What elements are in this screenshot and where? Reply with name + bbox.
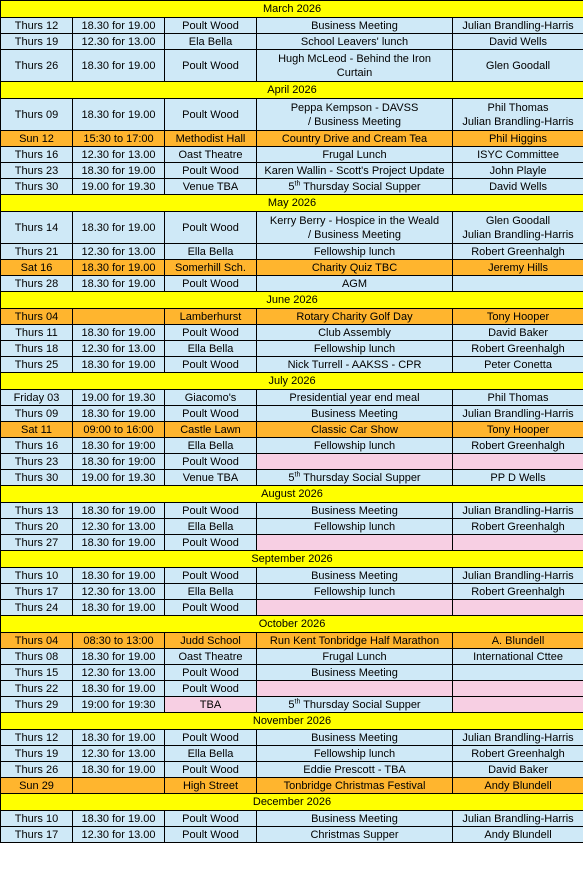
event-contact-cell: Andy Blundell bbox=[453, 778, 583, 794]
event-time-cell: 18.30 for 19.00 bbox=[73, 535, 165, 551]
event-event-cell: Classic Car Show bbox=[257, 422, 453, 438]
event-row bbox=[1, 778, 583, 794]
event-contact-cell: ISYC Committee bbox=[453, 147, 583, 163]
event-date-cell: Thurs 15 bbox=[1, 665, 73, 681]
event-date-cell: Thurs 24 bbox=[1, 600, 73, 616]
event-time-cell: 18.30 for 19.00 bbox=[73, 212, 165, 244]
event-event-cell: Fellowship lunch bbox=[257, 341, 453, 357]
event-time-cell: 18.30 for 19.00 bbox=[73, 99, 165, 131]
event-contact-cell: Robert Greenhalgh bbox=[453, 438, 583, 454]
event-time-cell: 18.30 for 19.00 bbox=[73, 811, 165, 827]
event-date-cell: Sun 12 bbox=[1, 131, 73, 147]
event-date-cell: Thurs 14 bbox=[1, 212, 73, 244]
month-title: May 2026 bbox=[1, 195, 583, 212]
event-contact-cell: Tony Hooper bbox=[453, 422, 583, 438]
event-contact-cell bbox=[453, 276, 583, 292]
event-row bbox=[1, 422, 583, 438]
event-venue-cell: Poult Wood bbox=[165, 681, 257, 697]
event-row bbox=[1, 470, 583, 486]
event-contact-cell bbox=[453, 535, 583, 551]
event-time-cell: 18.30 for 19:00 bbox=[73, 454, 165, 470]
event-event-cell: Fellowship lunch bbox=[257, 519, 453, 535]
event-event-cell: Hugh McLeod - Behind the Iron Curtain bbox=[257, 50, 453, 82]
event-row bbox=[1, 649, 583, 665]
event-date-cell: Thurs 27 bbox=[1, 535, 73, 551]
month-header-row bbox=[1, 1, 583, 18]
event-date-cell: Thurs 10 bbox=[1, 811, 73, 827]
event-contact-cell: Julian Brandling-Harris bbox=[453, 18, 583, 34]
event-contact-cell: PP D Wells bbox=[453, 470, 583, 486]
event-event-cell: Business Meeting bbox=[257, 730, 453, 746]
event-venue-cell: Poult Wood bbox=[165, 163, 257, 179]
event-row bbox=[1, 454, 583, 470]
event-contact-cell: Julian Brandling-Harris bbox=[453, 568, 583, 584]
event-time-cell: 12.30 for 13.00 bbox=[73, 665, 165, 681]
event-venue-cell: Castle Lawn bbox=[165, 422, 257, 438]
event-event-cell: 5th Thursday Social Supper bbox=[257, 179, 453, 195]
event-contact-cell: A. Blundell bbox=[453, 633, 583, 649]
event-date-cell: Sat 11 bbox=[1, 422, 73, 438]
event-venue-cell: Poult Wood bbox=[165, 762, 257, 778]
event-time-cell bbox=[73, 778, 165, 794]
event-venue-cell: Poult Wood bbox=[165, 730, 257, 746]
event-date-cell: Thurs 16 bbox=[1, 438, 73, 454]
event-venue-cell: Ella Bella bbox=[165, 341, 257, 357]
event-date-cell: Thurs 09 bbox=[1, 406, 73, 422]
event-date-cell: Thurs 22 bbox=[1, 681, 73, 697]
event-date-cell: Thurs 29 bbox=[1, 697, 73, 713]
event-contact-cell: Julian Brandling-Harris bbox=[453, 730, 583, 746]
event-contact-cell: David Baker bbox=[453, 325, 583, 341]
event-time-cell: 12.30 for 13.00 bbox=[73, 244, 165, 260]
event-venue-cell: Poult Wood bbox=[165, 535, 257, 551]
event-event-cell: School Leavers' lunch bbox=[257, 34, 453, 50]
event-time-cell: 12.30 for 13.00 bbox=[73, 584, 165, 600]
month-header-row bbox=[1, 195, 583, 212]
event-venue-cell: Ella Bella bbox=[165, 584, 257, 600]
event-date-cell: Sun 29 bbox=[1, 778, 73, 794]
event-date-cell: Thurs 23 bbox=[1, 163, 73, 179]
event-row bbox=[1, 600, 583, 616]
event-time-cell: 12.30 for 13.00 bbox=[73, 341, 165, 357]
event-time-cell: 18.30 for 19.00 bbox=[73, 503, 165, 519]
event-contact-cell: Julian Brandling-Harris bbox=[453, 811, 583, 827]
event-event-cell bbox=[257, 535, 453, 551]
month-title: March 2026 bbox=[1, 1, 583, 18]
event-row bbox=[1, 827, 583, 843]
event-event-cell: Business Meeting bbox=[257, 811, 453, 827]
month-title: July 2026 bbox=[1, 373, 583, 390]
event-time-cell: 18.30 for 19.00 bbox=[73, 600, 165, 616]
event-time-cell: 18.30 for 19.00 bbox=[73, 50, 165, 82]
event-venue-cell: Poult Wood bbox=[165, 406, 257, 422]
event-event-cell: Fellowship lunch bbox=[257, 438, 453, 454]
event-row bbox=[1, 390, 583, 406]
event-venue-cell: Poult Wood bbox=[165, 50, 257, 82]
event-date-cell: Thurs 30 bbox=[1, 179, 73, 195]
event-time-cell: 18.30 for 19.00 bbox=[73, 568, 165, 584]
event-contact-cell: Jeremy Hills bbox=[453, 260, 583, 276]
event-date-cell: Thurs 17 bbox=[1, 827, 73, 843]
event-row bbox=[1, 50, 583, 82]
event-event-cell: Christmas Supper bbox=[257, 827, 453, 843]
event-event-cell: Fellowship lunch bbox=[257, 746, 453, 762]
event-contact-cell: Robert Greenhalgh bbox=[453, 584, 583, 600]
month-header-row bbox=[1, 616, 583, 633]
event-time-cell: 19:00 for 19:30 bbox=[73, 697, 165, 713]
event-contact-cell: International Cttee bbox=[453, 649, 583, 665]
event-date-cell: Thurs 26 bbox=[1, 762, 73, 778]
event-row bbox=[1, 357, 583, 373]
event-contact-cell: David Baker bbox=[453, 762, 583, 778]
event-contact-cell: Phil Higgins bbox=[453, 131, 583, 147]
event-venue-cell: Poult Wood bbox=[165, 503, 257, 519]
event-row bbox=[1, 163, 583, 179]
event-date-cell: Thurs 12 bbox=[1, 18, 73, 34]
event-time-cell: 18.30 for 19.00 bbox=[73, 357, 165, 373]
event-date-cell: Thurs 19 bbox=[1, 746, 73, 762]
event-time-cell: 19.00 for 19.30 bbox=[73, 470, 165, 486]
event-contact-cell: John Playle bbox=[453, 163, 583, 179]
event-event-cell: Frugal Lunch bbox=[257, 147, 453, 163]
event-contact-cell: Robert Greenhalgh bbox=[453, 519, 583, 535]
event-venue-cell: Venue TBA bbox=[165, 179, 257, 195]
event-row bbox=[1, 179, 583, 195]
event-venue-cell: Giacomo's bbox=[165, 390, 257, 406]
event-time-cell: 15:30 to 17:00 bbox=[73, 131, 165, 147]
event-row bbox=[1, 212, 583, 244]
event-row bbox=[1, 665, 583, 681]
event-venue-cell: Poult Wood bbox=[165, 454, 257, 470]
event-event-cell: Business Meeting bbox=[257, 503, 453, 519]
event-event-cell: Eddie Prescott - TBA bbox=[257, 762, 453, 778]
month-header-row bbox=[1, 794, 583, 811]
event-time-cell: 18.30 for 19.00 bbox=[73, 18, 165, 34]
event-row bbox=[1, 811, 583, 827]
event-date-cell: Thurs 12 bbox=[1, 730, 73, 746]
event-venue-cell: Poult Wood bbox=[165, 212, 257, 244]
event-event-cell: Fellowship lunch bbox=[257, 244, 453, 260]
event-venue-cell: Poult Wood bbox=[165, 18, 257, 34]
event-venue-cell: Ella Bella bbox=[165, 244, 257, 260]
event-row bbox=[1, 535, 583, 551]
event-date-cell: Thurs 09 bbox=[1, 99, 73, 131]
event-venue-cell: TBA bbox=[165, 697, 257, 713]
event-venue-cell: Methodist Hall bbox=[165, 131, 257, 147]
event-date-cell: Thurs 28 bbox=[1, 276, 73, 292]
event-contact-cell bbox=[453, 665, 583, 681]
event-row bbox=[1, 18, 583, 34]
event-row bbox=[1, 633, 583, 649]
event-event-cell: Kerry Berry - Hospice in the Weald / Business Meeting bbox=[257, 212, 453, 244]
event-venue-cell: Somerhill Sch. bbox=[165, 260, 257, 276]
month-title: June 2026 bbox=[1, 292, 583, 309]
month-title: December 2026 bbox=[1, 794, 583, 811]
event-time-cell: 18.30 for 19.00 bbox=[73, 276, 165, 292]
month-title: April 2026 bbox=[1, 82, 583, 99]
month-title: November 2026 bbox=[1, 713, 583, 730]
event-venue-cell: Ella Bella bbox=[165, 746, 257, 762]
event-event-cell: Rotary Charity Golf Day bbox=[257, 309, 453, 325]
event-row bbox=[1, 34, 583, 50]
event-date-cell: Thurs 08 bbox=[1, 649, 73, 665]
event-date-cell: Thurs 13 bbox=[1, 503, 73, 519]
event-venue-cell: Poult Wood bbox=[165, 325, 257, 341]
event-date-cell: Thurs 04 bbox=[1, 309, 73, 325]
event-date-cell: Thurs 11 bbox=[1, 325, 73, 341]
event-date-cell: Thurs 04 bbox=[1, 633, 73, 649]
event-event-cell: Karen Wallin - Scott's Project Update bbox=[257, 163, 453, 179]
event-contact-cell bbox=[453, 454, 583, 470]
event-venue-cell: Poult Wood bbox=[165, 568, 257, 584]
event-date-cell: Thurs 26 bbox=[1, 50, 73, 82]
event-event-cell: Fellowship lunch bbox=[257, 584, 453, 600]
event-row bbox=[1, 503, 583, 519]
event-time-cell: 18.30 for 19.00 bbox=[73, 730, 165, 746]
event-venue-cell: Ela Bella bbox=[165, 34, 257, 50]
event-contact-cell: Julian Brandling-Harris bbox=[453, 503, 583, 519]
event-event-cell: Nick Turrell - AAKSS - CPR bbox=[257, 357, 453, 373]
event-contact-cell bbox=[453, 681, 583, 697]
event-venue-cell: Poult Wood bbox=[165, 276, 257, 292]
event-date-cell: Thurs 10 bbox=[1, 568, 73, 584]
event-event-cell: Presidential year end meal bbox=[257, 390, 453, 406]
event-row bbox=[1, 131, 583, 147]
event-venue-cell: Oast Theatre bbox=[165, 649, 257, 665]
event-event-cell bbox=[257, 681, 453, 697]
event-row bbox=[1, 325, 583, 341]
event-contact-cell: David Wells bbox=[453, 34, 583, 50]
month-header-row bbox=[1, 292, 583, 309]
event-venue-cell: Poult Wood bbox=[165, 665, 257, 681]
event-row bbox=[1, 762, 583, 778]
event-time-cell: 12.30 for 13.00 bbox=[73, 827, 165, 843]
event-event-cell: Club Assembly bbox=[257, 325, 453, 341]
event-event-cell: Tonbridge Christmas Festival bbox=[257, 778, 453, 794]
event-time-cell: 18.30 for 19.00 bbox=[73, 649, 165, 665]
event-time-cell: 12.30 for 13.00 bbox=[73, 34, 165, 50]
event-event-cell bbox=[257, 600, 453, 616]
event-date-cell: Sat 16 bbox=[1, 260, 73, 276]
event-event-cell: Business Meeting bbox=[257, 406, 453, 422]
event-venue-cell: Poult Wood bbox=[165, 600, 257, 616]
event-contact-cell bbox=[453, 600, 583, 616]
event-time-cell: 19.00 for 19.30 bbox=[73, 390, 165, 406]
event-row bbox=[1, 730, 583, 746]
event-venue-cell: Ella Bella bbox=[165, 519, 257, 535]
event-time-cell: 08:30 to 13:00 bbox=[73, 633, 165, 649]
event-row bbox=[1, 746, 583, 762]
event-time-cell bbox=[73, 309, 165, 325]
event-time-cell: 18.30 for 19.00 bbox=[73, 762, 165, 778]
event-event-cell: Business Meeting bbox=[257, 665, 453, 681]
event-row bbox=[1, 99, 583, 131]
event-contact-cell: Tony Hooper bbox=[453, 309, 583, 325]
event-contact-cell: Peter Conetta bbox=[453, 357, 583, 373]
month-header-row bbox=[1, 713, 583, 730]
event-date-cell: Thurs 25 bbox=[1, 357, 73, 373]
event-row bbox=[1, 438, 583, 454]
event-venue-cell: Lamberhurst bbox=[165, 309, 257, 325]
event-date-cell: Thurs 17 bbox=[1, 584, 73, 600]
event-time-cell: 09:00 to 16:00 bbox=[73, 422, 165, 438]
schedule-body bbox=[1, 1, 583, 843]
event-event-cell: Country Drive and Cream Tea bbox=[257, 131, 453, 147]
event-date-cell: Friday 03 bbox=[1, 390, 73, 406]
event-row bbox=[1, 260, 583, 276]
month-title: September 2026 bbox=[1, 551, 583, 568]
event-date-cell: Thurs 16 bbox=[1, 147, 73, 163]
event-contact-cell: Julian Brandling-Harris bbox=[453, 406, 583, 422]
event-contact-cell: Andy Blundell bbox=[453, 827, 583, 843]
event-row bbox=[1, 147, 583, 163]
event-contact-cell bbox=[453, 697, 583, 713]
event-contact-cell: Robert Greenhalgh bbox=[453, 341, 583, 357]
event-event-cell: 5th Thursday Social Supper bbox=[257, 470, 453, 486]
event-row bbox=[1, 341, 583, 357]
event-venue-cell: Ella Bella bbox=[165, 438, 257, 454]
event-time-cell: 12.30 for 13.00 bbox=[73, 147, 165, 163]
month-title: August 2026 bbox=[1, 486, 583, 503]
event-row bbox=[1, 697, 583, 713]
event-venue-cell: Venue TBA bbox=[165, 470, 257, 486]
event-time-cell: 19.00 for 19.30 bbox=[73, 179, 165, 195]
event-row bbox=[1, 276, 583, 292]
event-date-cell: Thurs 18 bbox=[1, 341, 73, 357]
event-date-cell: Thurs 19 bbox=[1, 34, 73, 50]
event-contact-cell: Phil Thomas bbox=[453, 390, 583, 406]
event-time-cell: 12.30 for 13.00 bbox=[73, 746, 165, 762]
event-time-cell: 18.30 for 19.00 bbox=[73, 406, 165, 422]
month-header-row bbox=[1, 486, 583, 503]
event-event-cell: Frugal Lunch bbox=[257, 649, 453, 665]
event-event-cell bbox=[257, 454, 453, 470]
event-time-cell: 18.30 for 19.00 bbox=[73, 325, 165, 341]
event-date-cell: Thurs 21 bbox=[1, 244, 73, 260]
event-time-cell: 18.30 for 19.00 bbox=[73, 163, 165, 179]
event-venue-cell: Poult Wood bbox=[165, 357, 257, 373]
event-row bbox=[1, 406, 583, 422]
event-time-cell: 12.30 for 13.00 bbox=[73, 519, 165, 535]
event-time-cell: 18.30 for 19.00 bbox=[73, 260, 165, 276]
month-title: October 2026 bbox=[1, 616, 583, 633]
event-venue-cell: Poult Wood bbox=[165, 811, 257, 827]
event-row bbox=[1, 568, 583, 584]
event-date-cell: Thurs 23 bbox=[1, 454, 73, 470]
event-row bbox=[1, 681, 583, 697]
event-event-cell: Run Kent Tonbridge Half Marathon bbox=[257, 633, 453, 649]
event-contact-cell: Glen Goodall bbox=[453, 50, 583, 82]
event-row bbox=[1, 519, 583, 535]
event-row bbox=[1, 244, 583, 260]
event-date-cell: Thurs 30 bbox=[1, 470, 73, 486]
event-event-cell: AGM bbox=[257, 276, 453, 292]
event-event-cell: Peppa Kempson - DAVSS / Business Meeting bbox=[257, 99, 453, 131]
month-header-row bbox=[1, 82, 583, 99]
event-time-cell: 18.30 for 19.00 bbox=[73, 681, 165, 697]
event-venue-cell: Oast Theatre bbox=[165, 147, 257, 163]
month-header-row bbox=[1, 373, 583, 390]
event-venue-cell: Judd School bbox=[165, 633, 257, 649]
event-event-cell: Business Meeting bbox=[257, 18, 453, 34]
event-event-cell: 5th Thursday Social Supper bbox=[257, 697, 453, 713]
event-venue-cell: Poult Wood bbox=[165, 99, 257, 131]
event-row bbox=[1, 584, 583, 600]
event-venue-cell: Poult Wood bbox=[165, 827, 257, 843]
month-header-row bbox=[1, 551, 583, 568]
event-row bbox=[1, 309, 583, 325]
event-contact-cell: Robert Greenhalgh bbox=[453, 244, 583, 260]
event-time-cell: 18.30 for 19:00 bbox=[73, 438, 165, 454]
event-contact-cell: David Wells bbox=[453, 179, 583, 195]
event-contact-cell: Phil Thomas Julian Brandling-Harris bbox=[453, 99, 583, 131]
event-contact-cell: Robert Greenhalgh bbox=[453, 746, 583, 762]
event-venue-cell: High Street bbox=[165, 778, 257, 794]
event-event-cell: Business Meeting bbox=[257, 568, 453, 584]
event-event-cell: Charity Quiz TBC bbox=[257, 260, 453, 276]
event-contact-cell: Glen Goodall Julian Brandling-Harris bbox=[453, 212, 583, 244]
event-date-cell: Thurs 20 bbox=[1, 519, 73, 535]
